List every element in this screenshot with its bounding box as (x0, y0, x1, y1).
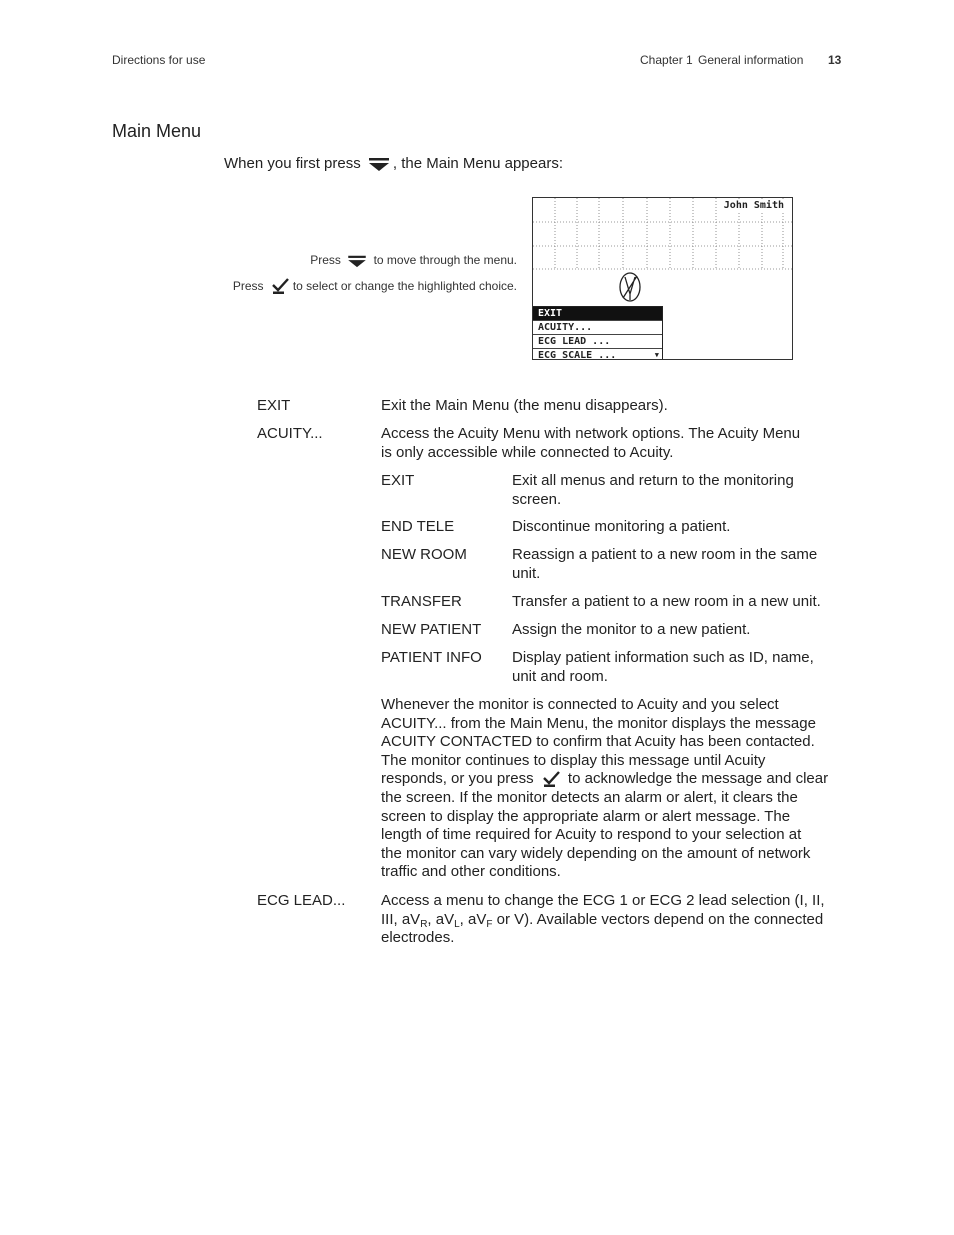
paragraph-line: the monitor can vary widely depending on the amount of network (381, 844, 811, 862)
callout-move-text: to move through the menu. (373, 253, 517, 267)
paragraph-line: the screen. If the monitor detects an alarm or alert, it clears the (381, 788, 798, 806)
intro-after: , the Main Menu appears: (392, 155, 563, 172)
paragraph-text: responds, or you press (381, 770, 534, 788)
no-telemetry-icon (620, 273, 640, 301)
lcd-menu-item-ecg-lead: ECG LEAD ... (533, 335, 662, 349)
lcd-menu-item-ecg-scale (533, 349, 662, 360)
acuity-paragraph (381, 696, 828, 882)
running-header-chapter: Chapter 1 (640, 53, 693, 67)
lcd-menu-item-acuity: ACUITY... (533, 321, 662, 335)
desc-text: , aV (427, 910, 455, 928)
paragraph-line: ACUITY CONTACTED to confirm that Acuity has been contacted. (381, 733, 815, 751)
paragraph-line: ACUITY... from the Main Menu, the monitor displays the message (381, 714, 816, 732)
callout-move (310, 253, 517, 268)
paragraph-line: length of time required for Acuity to respond to your selection at (381, 826, 802, 844)
subdesc-new-patient: Assign the monitor to a new patient. (512, 621, 751, 638)
check-icon (270, 277, 290, 295)
subterm-new-patient: NEW PATIENT (381, 621, 482, 638)
menu-down-icon (368, 156, 390, 172)
lcd-menu-item-exit: EXIT (533, 307, 662, 321)
paragraph-text: to acknowledge the message and clear (567, 770, 829, 788)
subdesc-end-tele: Discontinue monitoring a patient. (512, 518, 731, 535)
paragraph-line: screen to display the appropriate alarm or alert message. The (381, 807, 791, 825)
paragraph-line: The monitor continues to display this message until Acuity (381, 751, 766, 769)
callout-select-text: to select or change the highlighted choice. (292, 279, 517, 293)
callout-select-press: Press (232, 279, 264, 293)
check-icon (541, 770, 561, 788)
lcd-main-menu (533, 306, 663, 360)
desc-line: Access the Acuity Menu with network options. The Acuity Menu (381, 425, 801, 442)
subterm-end-tele: END TELE (381, 518, 455, 535)
lcd-menu-item-label: ECG SCALE ... (538, 350, 617, 360)
intro-text (224, 155, 563, 172)
subterm-exit: EXIT (381, 472, 415, 489)
subterm-transfer: TRANSFER (381, 593, 462, 610)
desc-line: screen. (512, 490, 562, 508)
desc-text: , aV (459, 910, 487, 928)
subscript: L (454, 918, 460, 930)
desc-ecg-lead (381, 892, 825, 948)
section-title: Main Menu (112, 121, 202, 141)
subscript: F (486, 918, 493, 930)
term-ecg-lead: ECG LEAD... (257, 892, 346, 909)
subdesc-exit (512, 472, 794, 509)
desc-line: Exit all menus and return to the monitoring (512, 472, 794, 489)
callout-move-press: Press (310, 253, 341, 267)
intro-before: When you first press (224, 155, 361, 172)
desc-line: Display patient information such as ID, name, (512, 649, 814, 666)
desc-line: electrodes. (381, 929, 455, 947)
desc-line: Reassign a patient to a new room in the same (512, 546, 818, 563)
subdesc-transfer: Transfer a patient to a new room in a new unit. (512, 593, 821, 610)
monitor-screen (532, 197, 793, 360)
subdesc-new-room (512, 546, 817, 583)
subterm-patient-info: PATIENT INFO (381, 649, 482, 666)
callout-select (233, 277, 517, 295)
subterm-new-room: NEW ROOM (381, 546, 467, 563)
menu-down-icon (347, 254, 367, 268)
subscript: R (420, 918, 428, 930)
paragraph-line: traffic and other conditions. (381, 863, 561, 881)
desc-exit: Exit the Main Menu (the menu disappears). (381, 397, 668, 414)
subdesc-patient-info (512, 649, 814, 686)
running-header-section: General information (698, 53, 804, 67)
desc-line: is only accessible while connected to Acuity. (381, 443, 674, 461)
desc-text: III, aV (381, 910, 421, 928)
desc-line: unit and room. (512, 667, 608, 685)
paragraph-line (381, 770, 828, 789)
paragraph-line: Whenever the monitor is connected to Acuity and you select (381, 696, 779, 713)
term-acuity: ACUITY... (257, 425, 323, 442)
desc-line (381, 911, 825, 930)
page-number: 13 (828, 53, 842, 67)
desc-line: unit. (512, 564, 541, 582)
desc-acuity (381, 425, 800, 462)
desc-text: or V). Available vectors depend on the connected (492, 910, 824, 928)
term-exit: EXIT (257, 397, 291, 414)
scroll-down-icon: ▼ (654, 351, 659, 359)
patient-name: John Smith (723, 200, 784, 211)
desc-line: Access a menu to change the ECG 1 or ECG 2 lead selection (I, II, (381, 892, 825, 909)
running-header-left: Directions for use (112, 53, 206, 67)
